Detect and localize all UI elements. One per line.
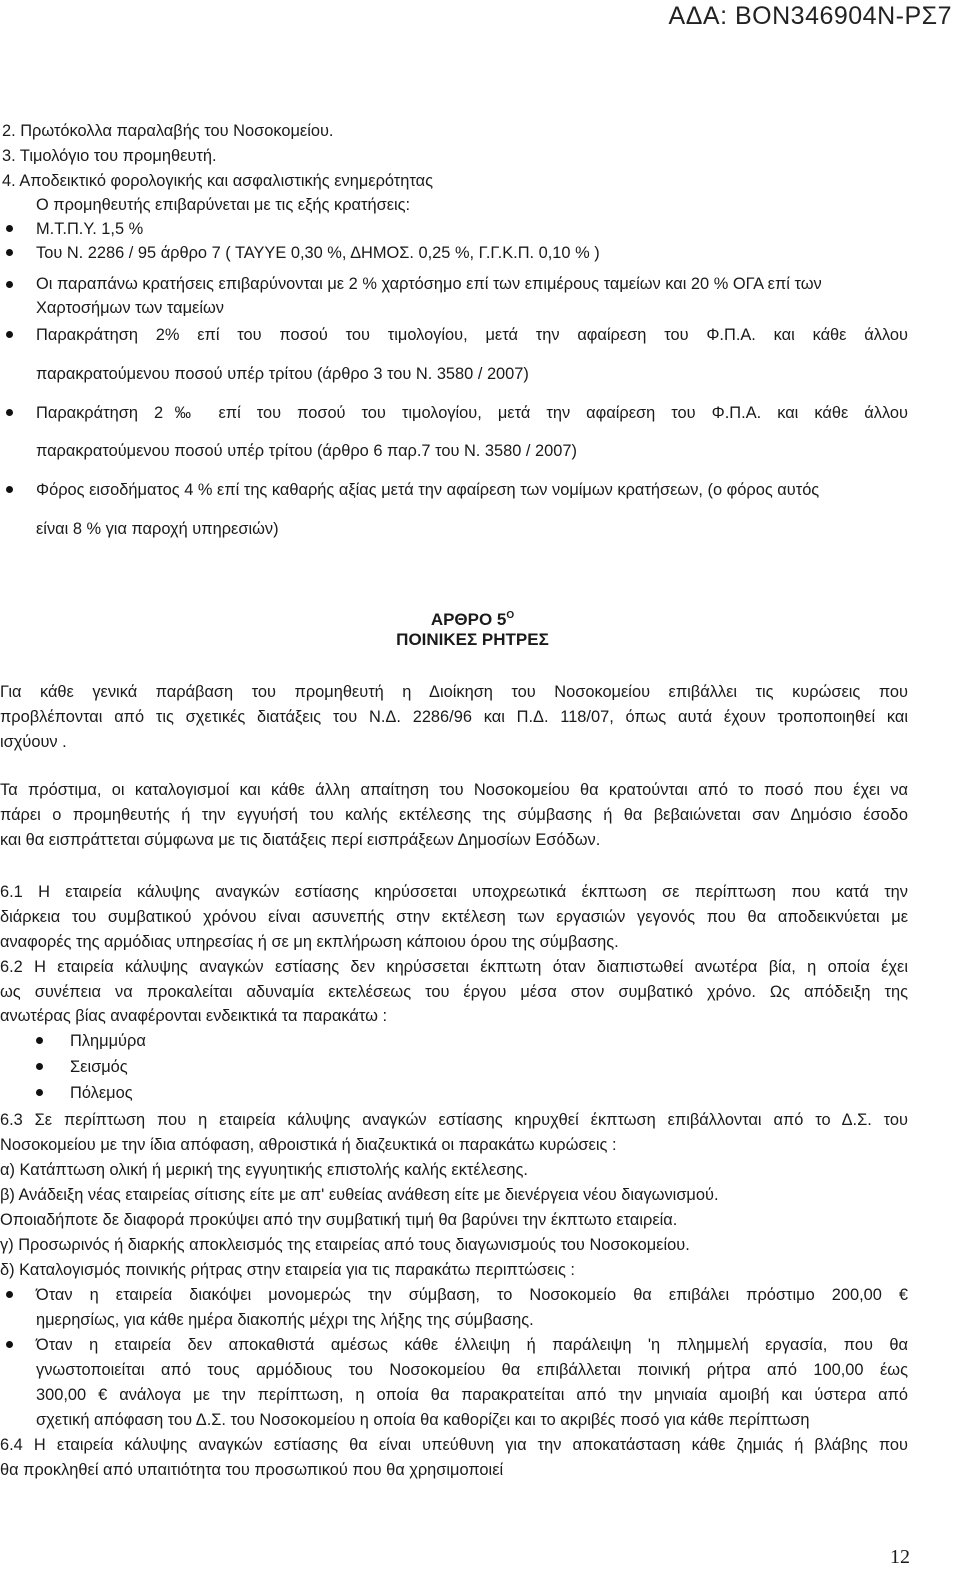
bullet-icon — [6, 1291, 13, 1298]
paragraph-line: ισχύουν . — [0, 733, 67, 751]
bullet-icon — [6, 486, 13, 493]
clause-6-2-line: ως συνέπεια να προκαλείται αδυναμία εκτελέσεως του έργου μέσα στον συμβατικό χρόνο. Ως απόδειξη της — [0, 983, 908, 1001]
penalty-item-1-cont: ημερησίως, για κάθε ημέρα διακοπής μέχρι της λήξης της σύμβασης. — [36, 1311, 534, 1329]
force-majeure-item: Πλημμύρα — [70, 1032, 146, 1050]
paragraph-line: πάρει ο προμηθευτής ή την εγγυήσή του καλής εκτέλεσης της σύμβασης ή θα βεβαιώνεται σαν Δημόσιο έσοδο — [0, 806, 908, 824]
bullet-icon — [36, 1089, 43, 1096]
bullet-withholding-2pct-cont: παρακρατούμενου ποσού υπέρ τρίτου (άρθρο 3 του Ν. 3580 / 2007) — [36, 365, 529, 383]
article-title-sup: Ο — [506, 610, 515, 621]
article-title: ΑΡΘΡΟ $5^O$ — [430, 610, 515, 629]
penalty-item-2-line: 300,00 € ανάλογα με την περίπτωση, η οποία θα παρακρατείται από την μηνιαία αμοιβή και ύστερα από — [36, 1386, 908, 1404]
page-number: 12 — [890, 1546, 910, 1568]
paragraph-line: και θα εισπράττεται σύμφωνα με τις διατάξεις περί εισπράξεων Δημοσίων Εσόδων. — [0, 831, 601, 849]
clause-6-1-line: διάρκεια του συμβατικού χρόνου είναι ασυνεπής στην εκτέλεση των εργασιών γεγονός που θα αποδεικνύεται με — [0, 908, 908, 926]
bullet-withholding-2permil-cont: παρακρατούμενου ποσού υπέρ τρίτου (άρθρο 6 παρ.7 του Ν. 3580 / 2007) — [36, 442, 577, 460]
clause-6-4-line: θα προκληθεί από υπαιτιότητα του προσωπικού που θα χρησιμοποιεί — [0, 1461, 504, 1479]
bullet-stamp-duty-cont: Χαρτοσήμων των ταμείων — [36, 299, 224, 317]
sanction-a: α) Κατάπτωση ολική ή μερική της εγγυητικής επιστολής καλής εκτέλεσης. — [0, 1161, 528, 1179]
clause-6-1: 6.1 Η εταιρεία κάλυψης αναγκών εστίασης κηρύσσεται υποχρεωτικά έκπτωση σε περίπτωση που κατά την — [0, 883, 908, 901]
force-majeure-item: Σεισμός — [70, 1058, 128, 1076]
bullet-income-tax-cont: είναι 8 % για παροχή υπηρεσιών) — [36, 520, 279, 538]
clause-6-4: 6.4 Η εταιρεία κάλυψης αναγκών εστίασης θα είναι υπεύθυνη για την αποκατάσταση κάθε ζημιάς ή βλάβης που — [0, 1436, 908, 1454]
list-item-4-cont: Ο προμηθευτής επιβαρύνεται με τις εξής κρατήσεις: — [36, 196, 411, 214]
sanction-b-cont: Οποιαδήποτε δε διαφορά προκύψει από την συμβατική τιμή θα βαρύνει την έκπτωτο εταιρεία. — [0, 1211, 678, 1229]
clause-6-2: 6.2 Η εταιρεία κάλυψης αναγκών εστίασης δεν κηρύσσεται έκπτωτη όταν διαπιστωθεί ανωτέρα βία, η οποία έχει — [0, 958, 908, 976]
bullet-icon — [6, 249, 13, 256]
paragraph-line: Τα πρόστιμα, οι καταλογισμοί και κάθε άλλη απαίτηση του Νοσοκομείου θα κρατούνται από το ποσό που έχει να — [0, 781, 908, 799]
bullet-stamp-duty: Οι παραπάνω κρατήσεις επιβαρύνονται με 2 % χαρτόσημο επί των επιμέρους ταμείων και 20 % ΟΓΑ επί των — [36, 275, 822, 293]
bullet-icon — [6, 331, 13, 338]
bullet-icon — [6, 281, 13, 288]
paragraph-line: Για κάθε γενικά παράβαση του προμηθευτή η Διοίκηση του Νοσοκομείου επιβάλλει τις κυρώσεις που — [0, 683, 908, 701]
force-majeure-item: Πόλεμος — [70, 1084, 133, 1102]
list-item-4: 4. Αποδεικτικό φορολογικής και ασφαλιστικής ενημερότητας — [2, 172, 434, 190]
clause-6-3-line: Νοσοκομείου με την ίδια απόφαση, αθροιστικά ή διαζευκτικά οι παρακάτω κυρώσεις : — [0, 1136, 617, 1154]
penalty-item-1: Όταν η εταιρεία διακόψει μονομερώς την σύμβαση, το Νοσοκομείο θα επιβάλει πρόστιμο 200,00 € — [36, 1286, 908, 1304]
list-item-3: 3. Τιμολόγιο του προμηθευτή. — [2, 147, 217, 165]
bullet-icon — [36, 1037, 43, 1044]
clause-6-2-line: ανωτέρας βίας αναφέρονται ενδεικτικά τα παρακάτω : — [0, 1007, 388, 1025]
clause-6-1-line: αναφορές της αρμόδιας υπηρεσίας ή σε μη εκπλήρωση κάποιου όρου της σύμβασης. — [0, 933, 619, 951]
sanction-d: δ) Καταλογισμός ποινικής ρήτρας στην εταιρεία για τις παρακάτω περιπτώσεις : — [0, 1261, 575, 1279]
bullet-mtpy: Μ.Τ.Π.Υ. 1,5 % — [36, 220, 144, 238]
penalty-item-2-line: σχετική απόφαση του Δ.Σ. του Νοσοκομείου η οποία θα καθορίζει και το ακριβές ποσό για κάθε περίπτωση — [36, 1411, 810, 1429]
sanction-b: β) Ανάδειξη νέας εταιρείας σίτισης είτε με απ' ευθείας ανάθεση είτε με διενέργεια νέου διαγωνισμού. — [0, 1186, 719, 1204]
bullet-icon — [6, 409, 13, 416]
bullet-withholding-2permil: Παρακράτηση 2‰ επί του ποσού του τιμολογίου, μετά την αφαίρεση του Φ.Π.Α. και κάθε άλλου — [36, 404, 908, 422]
penalty-item-2-line: γνωστοποιείται από τους αρμόδιους του Νοσοκομείου θα επιβάλλεται ποινική ρήτρα από 100,00 έως — [36, 1361, 908, 1379]
article-subtitle: ΠΟΙΝΙΚΕΣ ΡΗΤΡΕΣ — [396, 630, 549, 649]
bullet-law-2286: Του Ν. 2286 / 95 άρθρο 7 ( ΤΑΥΥΕ 0,30 %, ΔΗΜΟΣ. 0,25 %, Γ.Γ.Κ.Π. 0,10 % ) — [36, 244, 600, 262]
bullet-icon — [36, 1063, 43, 1070]
list-item-2: 2. Πρωτόκολλα παραλαβής του Νοσοκομείου. — [2, 122, 334, 140]
bullet-icon — [6, 1341, 13, 1348]
bullet-icon — [6, 225, 13, 232]
clause-6-3: 6.3 Σε περίπτωση που η εταιρεία κάλυψης αναγκών εστίασης κηρυχθεί έκπτωση επιβάλλονται από το Δ.Σ. του — [0, 1111, 908, 1129]
bullet-income-tax: Φόρος εισοδήματος 4 % επί της καθαρής αξίας μετά την αφαίρεση των νομίμων κρατήσεων, (ο φόρος αυτός — [36, 481, 820, 499]
sanction-c: γ) Προσωρινός ή διαρκής αποκλεισμός της εταιρείας από τους διαγωνισμούς του Νοσοκομείου. — [0, 1236, 690, 1254]
paragraph-line: προβλέπονται από τις σχετικές διατάξεις του Ν.Δ. 2286/96 και Π.Δ. 118/07, όπως αυτά έχουν τροποποιηθεί και — [0, 708, 908, 726]
ada-code: ΑΔΑ: ΒΟΝ346904Ν-ΡΣ7 — [668, 2, 952, 30]
bullet-withholding-2pct: Παρακράτηση 2% επί του ποσού του τιμολογίου, μετά την αφαίρεση του Φ.Π.Α. και κάθε άλλου — [36, 326, 908, 344]
penalty-item-2: Όταν η εταιρεία δεν αποκαθιστά αμέσως κάθε έλλειψη ή παράλειψη 'η πλημμελή εργασία, που θα — [36, 1336, 908, 1354]
